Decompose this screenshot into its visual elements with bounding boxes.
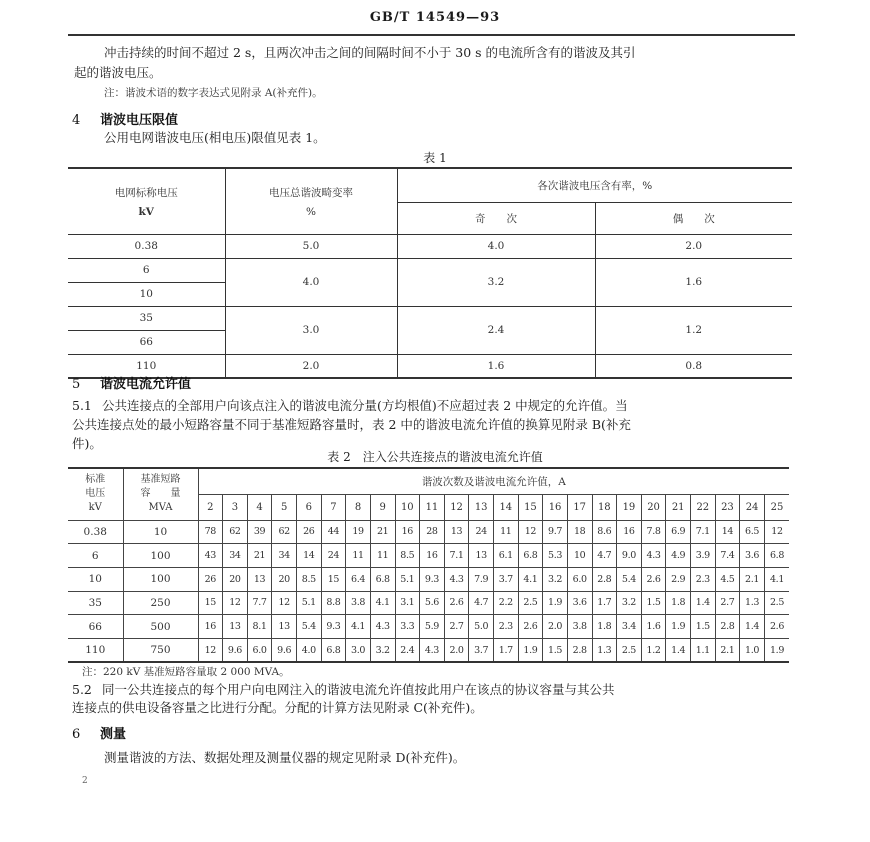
t2-cell-value: 6.8 — [321, 638, 346, 662]
t2-cell-value: 13 — [223, 615, 248, 639]
t2-cell-value: 4.1 — [370, 591, 395, 615]
t2-cell-value: 5.1 — [395, 567, 420, 591]
t2-cell-value: 4.1 — [518, 567, 543, 591]
t2-cell-voltage: 0.38 — [68, 520, 123, 544]
t1-cell-even: 1.6 — [595, 258, 792, 306]
t2-cell-value: 15 — [198, 591, 223, 615]
t2-cell-value: 3.4 — [617, 615, 642, 639]
t2-cell-value: 1.7 — [592, 591, 617, 615]
t2-cell-value: 28 — [420, 520, 445, 544]
t2-header-order: 3 — [223, 494, 248, 520]
t1-row — [68, 258, 792, 282]
t2-cell-value: 11 — [494, 520, 519, 544]
t2-cell-value: 13 — [272, 615, 297, 639]
t2-cell-value: 9.3 — [420, 567, 445, 591]
t1-cell-odd: 2.4 — [397, 306, 595, 354]
t2-cell-value: 4.3 — [641, 544, 666, 568]
t2-cell-value: 4.7 — [469, 591, 494, 615]
t2-cell-value: 44 — [321, 520, 346, 544]
t2-header-order: 12 — [444, 494, 469, 520]
t2-cell-value: 16 — [198, 615, 223, 639]
t2-row — [68, 591, 789, 615]
t2-header-capacity-l2: 容 量 — [140, 488, 181, 500]
t2-cell-value: 15 — [321, 567, 346, 591]
t2-cell-value: 1.4 — [666, 638, 691, 662]
t2-header-order: 15 — [518, 494, 543, 520]
t2-cell-value: 16 — [617, 520, 642, 544]
t1-header-thd-unit: % — [306, 205, 316, 218]
t2-cell-value: 6.0 — [247, 638, 272, 662]
t2-cell-value: 1.5 — [641, 591, 666, 615]
t2-header-order: 8 — [346, 494, 371, 520]
t2-cell-value: 1.7 — [494, 638, 519, 662]
t2-cell-value: 14 — [297, 544, 322, 568]
t2-cell-value: 62 — [272, 520, 297, 544]
t2-cell-value: 2.1 — [740, 567, 765, 591]
t2-cell-value: 1.9 — [666, 615, 691, 639]
section-5-1-line-3: 件)。 — [72, 436, 102, 451]
t2-cell-value: 62 — [223, 520, 248, 544]
t2-cell-value: 1.1 — [691, 638, 716, 662]
t2-header-order: 17 — [567, 494, 592, 520]
t2-cell-value: 9.6 — [223, 638, 248, 662]
t2-cell-value: 16 — [420, 544, 445, 568]
t2-header-order: 7 — [321, 494, 346, 520]
t2-cell-value: 3.7 — [469, 638, 494, 662]
t2-cell-value: 5.3 — [543, 544, 568, 568]
t2-cell-value: 6.8 — [764, 544, 789, 568]
section-5-number: 5 — [72, 377, 81, 392]
section-5-title: 谐波电流允许值 — [100, 377, 192, 392]
t2-cell-value: 34 — [272, 544, 297, 568]
section-6-number: 6 — [72, 727, 81, 742]
t2-cell-value: 1.4 — [691, 591, 716, 615]
t2-cell-value: 3.0 — [346, 638, 371, 662]
t1-cell-even: 1.2 — [595, 306, 792, 354]
t2-cell-value: 26 — [297, 520, 322, 544]
t1-cell-even: 0.8 — [595, 354, 792, 378]
t2-cell-value: 2.7 — [444, 615, 469, 639]
t2-cell-value: 5.4 — [297, 615, 322, 639]
t2-cell-value: 2.0 — [543, 615, 568, 639]
t2-cell-value: 4.5 — [715, 567, 740, 591]
t2-cell-value: 2.3 — [494, 615, 519, 639]
t2-header-voltage-l1: 标准 — [85, 474, 106, 486]
t2-cell-value: 1.9 — [764, 638, 789, 662]
t2-cell-value: 9.3 — [321, 615, 346, 639]
t2-cell-value: 1.5 — [691, 615, 716, 639]
t2-cell-value: 9.6 — [272, 638, 297, 662]
section-5-2-number: 5.2 — [72, 682, 92, 697]
t1-cell-thd: 3.0 — [225, 306, 397, 354]
t2-header-capacity-l1: 基准短路 — [140, 474, 181, 486]
t2-cell-value: 1.2 — [641, 638, 666, 662]
t1-cell-voltage: 6 — [68, 258, 225, 282]
t2-cell-value: 11 — [370, 544, 395, 568]
t2-cell-value: 6.8 — [370, 567, 395, 591]
t2-cell-value: 7.4 — [715, 544, 740, 568]
t2-cell-value: 39 — [247, 520, 272, 544]
t2-cell-value: 5.0 — [469, 615, 494, 639]
t1-cell-even: 2.0 — [595, 234, 792, 258]
t2-cell-value: 1.4 — [740, 615, 765, 639]
t2-cell-value: 19 — [346, 520, 371, 544]
table-1 — [68, 167, 792, 379]
t2-cell-value: 12 — [272, 591, 297, 615]
t2-header-order: 9 — [370, 494, 395, 520]
header-rule — [68, 34, 795, 36]
t1-cell-odd: 1.6 — [397, 354, 595, 378]
t2-cell-value: 2.5 — [617, 638, 642, 662]
t2-header-order: 10 — [395, 494, 420, 520]
t2-cell-value: 3.9 — [691, 544, 716, 568]
t2-cell-value: 16 — [395, 520, 420, 544]
t2-header-order: 6 — [297, 494, 322, 520]
section-4-heading — [72, 109, 178, 128]
t2-header-order: 25 — [764, 494, 789, 520]
section-5-1-text-1: 公共连接点的全部用户向该点注入的谐波电流分量(方均根值)不应超过表 2 中规定的允许值。当 — [102, 398, 628, 413]
t2-cell-value: 3.2 — [543, 567, 568, 591]
t2-cell-value: 3.1 — [395, 591, 420, 615]
section-5-1-line-2: 公共连接点处的最小短路容量不同于基准短路容量时，表 2 中的谐波电流允许值的换算见附录 B(补充 — [72, 417, 631, 432]
t2-cell-value: 6.5 — [740, 520, 765, 544]
t2-row — [68, 544, 789, 568]
t2-cell-voltage: 6 — [68, 544, 123, 568]
t1-header-odd: 奇 次 — [397, 202, 595, 234]
t2-cell-value: 12 — [198, 638, 223, 662]
section-6-text: 测量谐波的方法、数据处理及测量仪器的规定见附录 D(补充件)。 — [104, 750, 466, 765]
t1-cell-thd: 2.0 — [225, 354, 397, 378]
page-number: 2 — [82, 776, 88, 786]
t1-cell-voltage: 0.38 — [68, 234, 225, 258]
t2-cell-value: 12 — [223, 591, 248, 615]
t2-cell-capacity: 100 — [123, 544, 198, 568]
t2-cell-value: 1.0 — [740, 638, 765, 662]
t2-header-order: 23 — [715, 494, 740, 520]
t2-header-voltage-l3: kV — [88, 502, 102, 514]
t2-cell-value: 21 — [370, 520, 395, 544]
section-4-text: 公用电网谐波电压(相电压)限值见表 1。 — [104, 130, 326, 145]
t2-header-order: 18 — [592, 494, 617, 520]
t2-cell-value: 10 — [567, 544, 592, 568]
t2-cell-value: 6.8 — [518, 544, 543, 568]
table-2 — [68, 467, 789, 663]
t2-cell-value: 1.3 — [592, 638, 617, 662]
t2-cell-value: 21 — [247, 544, 272, 568]
t2-row — [68, 615, 789, 639]
t2-cell-value: 8.5 — [297, 567, 322, 591]
t2-cell-value: 2.8 — [715, 615, 740, 639]
t2-cell-value: 6.0 — [567, 567, 592, 591]
t2-cell-value: 8.1 — [247, 615, 272, 639]
t2-cell-value: 1.5 — [543, 638, 568, 662]
t2-cell-value: 3.2 — [370, 638, 395, 662]
t2-cell-value: 20 — [223, 567, 248, 591]
t2-cell-capacity: 750 — [123, 638, 198, 662]
t2-cell-value: 3.8 — [567, 615, 592, 639]
t2-cell-value: 2.3 — [691, 567, 716, 591]
t1-header-even: 偶 次 — [595, 202, 792, 234]
t2-cell-value: 4.3 — [444, 567, 469, 591]
t2-cell-value: 7.1 — [691, 520, 716, 544]
section-5-2-text-1: 同一公共连接点的每个用户向电网注入的谐波电流允许值按此用户在该点的协议容量与其公共 — [102, 682, 615, 697]
t2-cell-value: 12 — [518, 520, 543, 544]
section-4-number: 4 — [72, 113, 81, 128]
t2-header-order: 11 — [420, 494, 445, 520]
t1-header-voltage-label: 电网标称电压 — [114, 186, 178, 199]
t1-header-voltage — [68, 168, 225, 234]
t2-cell-value: 9.7 — [543, 520, 568, 544]
t2-cell-value: 5.6 — [420, 591, 445, 615]
section-6-heading — [72, 723, 126, 742]
section-6-title: 测量 — [100, 727, 127, 742]
intro-line-1: 冲击持续的时间不超过 2 s，且两次冲击之间的间隔时间不小于 30 s 的电流所含有的谐波及其引 — [104, 45, 636, 60]
table-2-note: 注：220 kV 基准短路容量取 2 000 MVA。 — [82, 666, 290, 678]
t2-cell-value: 6.9 — [666, 520, 691, 544]
section-5-1-line-1 — [72, 395, 628, 416]
t2-cell-value: 13 — [247, 567, 272, 591]
t2-header-voltage-l2: 电压 — [85, 488, 106, 500]
t2-cell-value: 5.1 — [297, 591, 322, 615]
t2-row — [68, 567, 789, 591]
t2-cell-value: 20 — [272, 567, 297, 591]
t2-cell-value: 3.6 — [740, 544, 765, 568]
t2-cell-value: 18 — [567, 520, 592, 544]
t2-cell-value: 13 — [444, 520, 469, 544]
t2-cell-capacity: 10 — [123, 520, 198, 544]
t2-cell-value: 8.5 — [395, 544, 420, 568]
t2-cell-value: 7.1 — [444, 544, 469, 568]
t2-cell-value: 4.9 — [666, 544, 691, 568]
section-5-2-line-2: 连接点的供电设备容量之比进行分配。分配的计算方法见附录 C(补充件)。 — [72, 700, 483, 715]
t1-cell-odd: 3.2 — [397, 258, 595, 306]
t2-cell-value: 2.8 — [567, 638, 592, 662]
t2-header-order: 5 — [272, 494, 297, 520]
t2-header-order: 16 — [543, 494, 568, 520]
t2-cell-capacity: 500 — [123, 615, 198, 639]
t2-cell-value: 2.9 — [666, 567, 691, 591]
t2-cell-capacity: 100 — [123, 567, 198, 591]
t2-cell-voltage: 35 — [68, 591, 123, 615]
t2-cell-value: 26 — [198, 567, 223, 591]
t2-cell-value: 5.9 — [420, 615, 445, 639]
t1-header-thd-label: 电压总谐波畸变率 — [269, 186, 353, 199]
t2-cell-value: 4.3 — [420, 638, 445, 662]
t2-cell-value: 7.9 — [469, 567, 494, 591]
t2-cell-value: 6.4 — [346, 567, 371, 591]
t2-cell-value: 2.6 — [641, 567, 666, 591]
t2-cell-value: 78 — [198, 520, 223, 544]
t2-cell-value: 2.1 — [715, 638, 740, 662]
t2-header-order: 13 — [469, 494, 494, 520]
t2-cell-value: 1.6 — [641, 615, 666, 639]
t2-cell-value: 2.5 — [764, 591, 789, 615]
t2-cell-value: 11 — [346, 544, 371, 568]
t2-cell-value: 43 — [198, 544, 223, 568]
t2-header-order: 20 — [641, 494, 666, 520]
t2-cell-value: 3.6 — [567, 591, 592, 615]
t1-cell-thd: 5.0 — [225, 234, 397, 258]
t2-header-order: 22 — [691, 494, 716, 520]
t2-header-order: 21 — [666, 494, 691, 520]
t2-cell-voltage: 66 — [68, 615, 123, 639]
t2-cell-value: 2.0 — [444, 638, 469, 662]
t2-cell-value: 2.5 — [518, 591, 543, 615]
intro-line-2: 起的谐波电压。 — [74, 65, 162, 80]
t1-header-harmonic-group: 各次谐波电压含有率，% — [397, 168, 792, 202]
t2-cell-value: 24 — [469, 520, 494, 544]
t2-cell-value: 4.7 — [592, 544, 617, 568]
t2-cell-voltage: 110 — [68, 638, 123, 662]
t2-cell-value: 14 — [715, 520, 740, 544]
t2-cell-capacity: 250 — [123, 591, 198, 615]
t2-header-capacity-l3: MVA — [148, 502, 173, 514]
table-1-caption: 表 1 — [423, 151, 447, 165]
t2-cell-value: 1.9 — [518, 638, 543, 662]
t2-cell-value: 13 — [469, 544, 494, 568]
t1-cell-odd: 4.0 — [397, 234, 595, 258]
t2-cell-value: 24 — [321, 544, 346, 568]
section-4-title: 谐波电压限值 — [100, 113, 179, 128]
t1-cell-voltage: 66 — [68, 330, 225, 354]
t2-cell-value: 2.6 — [518, 615, 543, 639]
t2-cell-value: 4.0 — [297, 638, 322, 662]
t1-cell-voltage: 35 — [68, 306, 225, 330]
t1-row — [68, 306, 792, 330]
t2-row — [68, 520, 789, 544]
section-5-heading — [72, 373, 191, 392]
t2-cell-value: 3.7 — [494, 567, 519, 591]
t2-cell-value: 8.6 — [592, 520, 617, 544]
t2-cell-value: 3.8 — [346, 591, 371, 615]
t2-header-voltage — [68, 468, 123, 520]
t2-cell-value: 7.8 — [641, 520, 666, 544]
t2-row — [68, 638, 789, 662]
t2-header-order: 19 — [617, 494, 642, 520]
t2-cell-value: 2.7 — [715, 591, 740, 615]
intro-note: 注：谐波术语的数字表达式见附录 A(补充件)。 — [104, 87, 323, 99]
t2-header-order: 2 — [198, 494, 223, 520]
document-header-title: GB/T 14549—93 — [369, 10, 501, 25]
t1-header-voltage-unit: kV — [138, 205, 154, 218]
section-5-1-number: 5.1 — [72, 398, 92, 413]
t2-header-order: 24 — [740, 494, 765, 520]
t2-cell-value: 12 — [764, 520, 789, 544]
t2-cell-value: 4.1 — [764, 567, 789, 591]
t2-cell-value: 2.6 — [764, 615, 789, 639]
t2-cell-value: 7.7 — [247, 591, 272, 615]
t1-cell-voltage: 10 — [68, 282, 225, 306]
table-2-caption: 表 2 注入公共连接点的谐波电流允许值 — [327, 450, 543, 464]
t1-row — [68, 234, 792, 258]
t1-cell-voltage: 110 — [68, 354, 225, 378]
t2-cell-value: 1.8 — [592, 615, 617, 639]
t2-header-group: 谐波次数及谐波电流允许值，A — [198, 468, 789, 494]
t1-cell-thd: 4.0 — [225, 258, 397, 306]
t2-cell-value: 3.2 — [617, 591, 642, 615]
t2-cell-value: 6.1 — [494, 544, 519, 568]
t2-header-order: 14 — [494, 494, 519, 520]
t2-header-capacity — [123, 468, 198, 520]
t2-cell-value: 2.4 — [395, 638, 420, 662]
t2-cell-value: 4.3 — [370, 615, 395, 639]
t2-cell-value: 4.1 — [346, 615, 371, 639]
t2-cell-value: 2.2 — [494, 591, 519, 615]
t2-cell-value: 3.3 — [395, 615, 420, 639]
t2-cell-value: 1.3 — [740, 591, 765, 615]
t2-cell-value: 2.6 — [444, 591, 469, 615]
t1-header-thd — [225, 168, 397, 234]
t2-cell-voltage: 10 — [68, 567, 123, 591]
t2-cell-value: 1.8 — [666, 591, 691, 615]
t2-cell-value: 34 — [223, 544, 248, 568]
t2-header-order: 4 — [247, 494, 272, 520]
t2-cell-value: 2.8 — [592, 567, 617, 591]
t2-cell-value: 9.0 — [617, 544, 642, 568]
t2-cell-value: 1.9 — [543, 591, 568, 615]
t2-cell-value: 8.8 — [321, 591, 346, 615]
t2-cell-value: 5.4 — [617, 567, 642, 591]
